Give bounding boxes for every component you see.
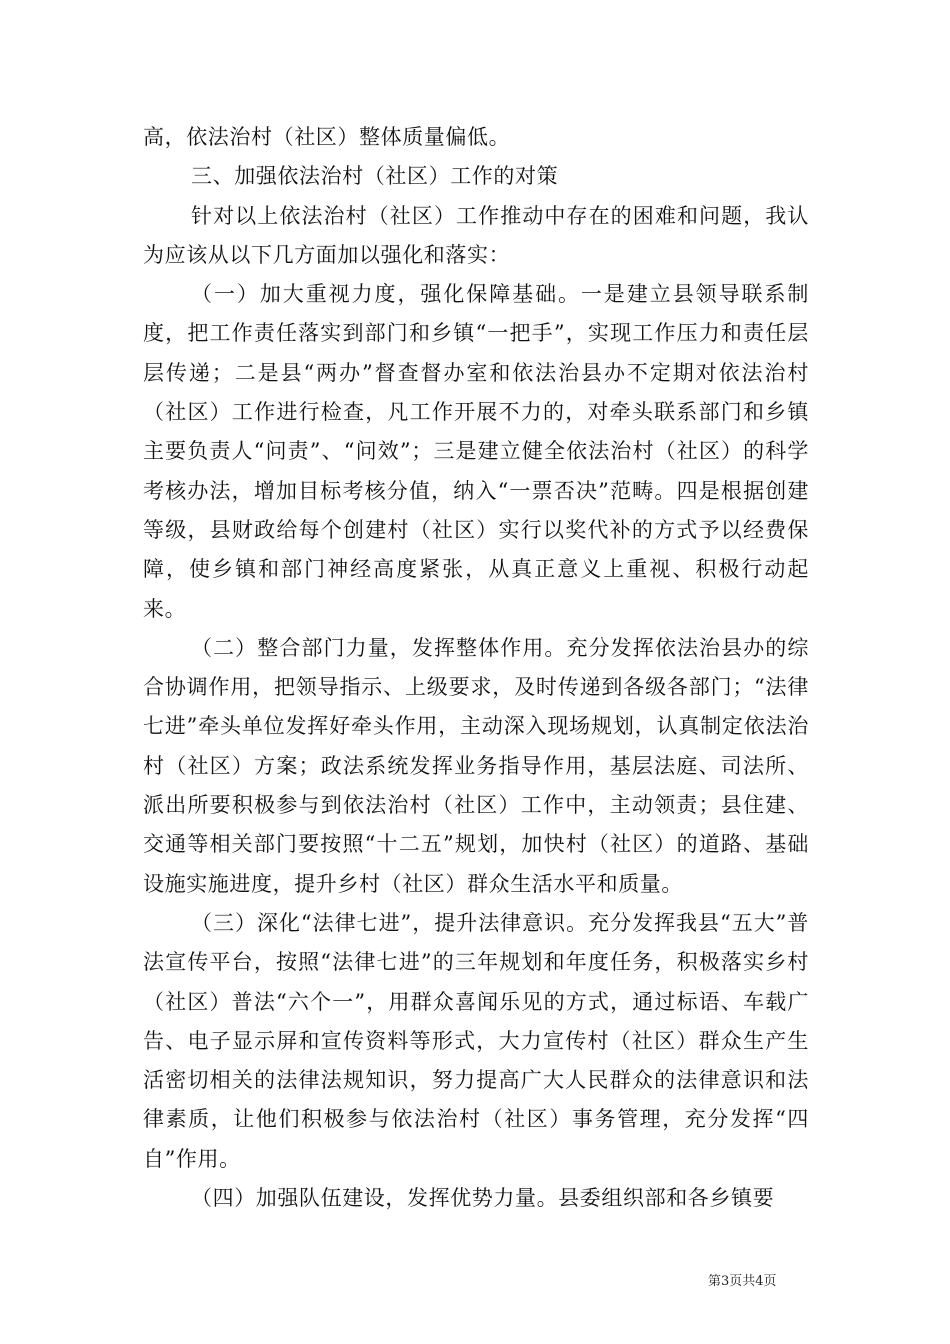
page-number-footer: 第3页共4页	[708, 1274, 777, 1289]
document-body	[143, 118, 809, 1218]
paragraph-point-2: （二）整合部门力量，发挥整体作用。充分发挥依法治县办的综合协调作用，把领导指示、上级要求，及时传递到各级各部门；“法律七进”牵头单位发挥好牵头作用，主动深入现场规划，认真制定依法治村（社区）方案；政法系统发挥业务指导作用，基层法庭、司法所、派出所要积极参与到依法治村（社区）工作中，主动领责；县住建、交通等相关部门要按照“十二五”规划，加快村（社区）的道路、基础设施实施进度，提升乡村（社区）群众生活水平和质量。	[143, 635, 809, 896]
paragraph-intro: 针对以上依法治村（社区）工作推动中存在的困难和问题，我认为应该从以下几方面加以强化和落实：	[143, 203, 809, 267]
paragraph-continuation: 高，依法治村（社区）整体质量偏低。	[143, 125, 511, 149]
paragraph-point-4: （四）加强队伍建设，发挥优势力量。县委组织部和各乡镇要	[191, 1186, 775, 1211]
section-heading: 三、加强依法治村（社区）工作的对策	[191, 164, 559, 189]
paragraph-point-1: （一）加大重视力度，强化保障基础。一是建立县领导联系制度，把工作责任落实到部门和乡镇“一把手”，实现工作压力和责任层层传递；二是县“两办”督查督办室和依法治县办不定期对依法治村（社区）工作进行检查，凡工作开展不力的，对牵头联系部门和乡镇主要负责人“问责”、“问效”；三是建立健全依法治村（社区）的科学考核办法，增加目标考核分值，纳入“一票否决”范畴。四是根据创建等级，县财政给每个创建村（社区）实行以奖代补的方式予以经费保障，使乡镇和部门神经高度紧张，从真正意义上重视、积极行动起来。	[143, 282, 809, 621]
paragraph-point-3: （三）深化“法律七进”，提升法律意识。充分发挥我县“五大”普法宣传平台，按照“法律七进”的三年规划和年度任务，积极落实乡村（社区）普法“六个一”，用群众喜闻乐见的方式，通过标语、车载广告、电子显示屏和宣传资料等形式，大力宣传村（社区）群众生产生活密切相关的法律法规知识，努力提高广大人民群众的法律意识和法律素质，让他们积极参与依法治村（社区）事务管理，充分发挥“四自”作用。	[143, 910, 809, 1171]
